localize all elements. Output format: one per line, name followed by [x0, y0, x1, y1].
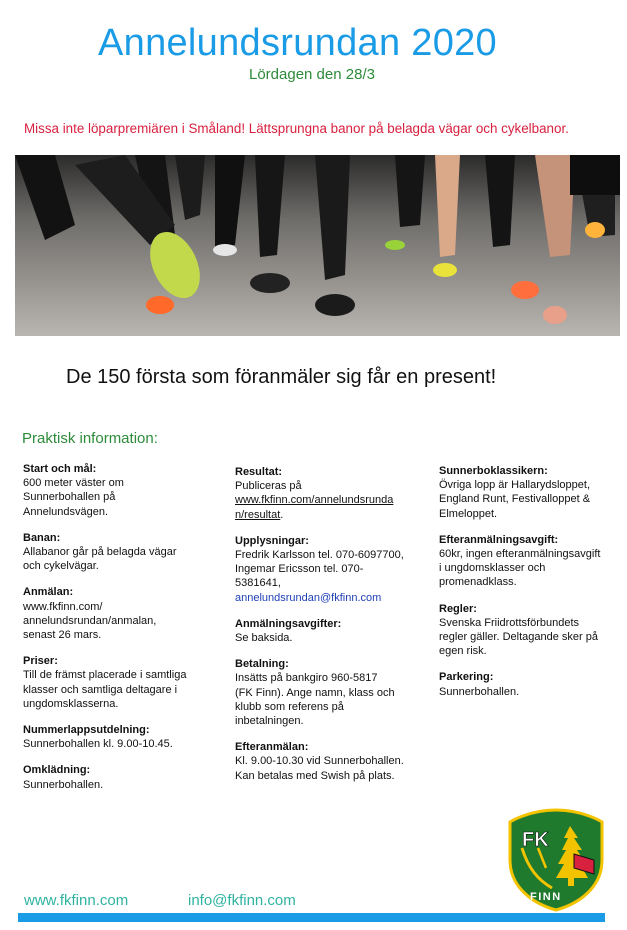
info-text: Till de främst placerade i samtliga klasser och samtliga deltagare i ungdomsklasserna. — [23, 669, 187, 710]
promo-text: De 150 första som föranmäler sig får en present! — [66, 366, 497, 388]
info-heading: Efteranmälningsavgift: — [439, 533, 559, 546]
runners-photo — [15, 155, 620, 336]
info-heading: Start och mål: — [23, 463, 97, 475]
info-text: 600 meter väster om Sunnerbohallen på Annelundsvägen. — [23, 477, 124, 518]
fk-finn-logo — [508, 808, 604, 912]
info-text: Se baksida. — [235, 632, 293, 645]
info-heading: Betalning: — [235, 658, 289, 671]
section-title: Praktisk information: — [22, 430, 158, 447]
tagline: Missa inte löparpremiären i Småland! Lättsprungna banor på belagda vägar och cykelbanor. — [24, 121, 569, 136]
info-start — [23, 462, 213, 519]
info-text: . — [280, 508, 284, 521]
logo-bottom-text: FINN — [530, 891, 562, 903]
info-text: Svenska Friidrottsförbundets regler gäller. Deltagande sker på egen risk. — [439, 616, 598, 658]
info-omkladning — [23, 763, 213, 791]
info-heading: Resultat: — [235, 466, 283, 478]
page-title: Annelundsrundan 2020 — [97, 22, 497, 64]
info-heading: Regler: — [439, 602, 477, 615]
info-heading: Upplysningar: — [235, 534, 309, 547]
info-parkering — [439, 670, 619, 698]
footer-email-link[interactable]: info@fkfinn.com — [188, 892, 296, 909]
info-text: Sunnerbohallen. — [23, 778, 104, 791]
info-upplysningar — [235, 534, 417, 605]
event-date: Lördagen den 28/3 — [249, 66, 375, 83]
info-heading: Parkering: — [439, 671, 494, 684]
info-heading: Banan: — [23, 531, 61, 544]
info-column-1 — [23, 462, 213, 804]
info-heading: Efteranmälan: — [235, 741, 309, 754]
info-anmalan — [23, 585, 213, 642]
footer-bar — [18, 913, 605, 922]
info-text: Övriga lopp är Hallarydsloppet, England Runt, Festivalloppet & Elmeloppet. — [439, 479, 591, 520]
info-sunnerboklassikern — [439, 464, 619, 521]
info-text: Fredrik Karlsson tel. 070-6097700, Ingemar Ericsson tel. 070- 5381641, — [235, 549, 404, 590]
info-priser — [23, 654, 213, 711]
info-heading: Anmälningsavgifter: — [235, 617, 342, 630]
info-regler — [439, 602, 619, 659]
info-text: Insätts på bankgiro 960-5817 (FK Finn). Ange namn, klass och klubb som referens på inbetalningen. — [235, 672, 395, 728]
info-heading: Anmälan: — [23, 586, 74, 599]
results-link[interactable]: www.fkfinn.com/annelundsrunda n/resultat — [235, 494, 394, 521]
info-betalning — [235, 657, 417, 728]
info-text: Publiceras på — [235, 480, 302, 493]
info-text: www.fkfinn.com/ annelundsrundan/anmalan, senast 26 mars. — [23, 600, 157, 642]
info-text: 60kr, ingen efteranmälningsavgift i ungdomsklasser och promenadklass. — [439, 548, 601, 589]
info-text: Kl. 9.00-10.30 vid Sunnerbohallen. Kan betalas med Swish på plats. — [235, 755, 404, 782]
info-efteranmalan — [235, 740, 417, 783]
info-banan — [23, 531, 213, 574]
info-heading: Priser: — [23, 655, 58, 668]
info-text: Sunnerbohallen. — [439, 685, 520, 698]
logo-top-text: FK — [522, 829, 549, 851]
info-resultat — [235, 465, 417, 522]
info-column-2 — [235, 465, 417, 795]
info-heading: Nummerlappsutdelning: — [23, 724, 150, 737]
info-text: Sunnerbohallen kl. 9.00-10.45. — [23, 738, 173, 751]
info-text: Allabanor går på belagda vägar och cykelvägar. — [23, 546, 177, 573]
info-column-3 — [439, 464, 619, 711]
info-efteranmalningsavgift — [439, 533, 619, 590]
info-avgifter — [235, 617, 417, 645]
contact-email-link[interactable]: annelundsrundan@fkfinn.com — [235, 591, 382, 604]
footer-website-link[interactable]: www.fkfinn.com — [24, 892, 129, 909]
info-heading: Sunnerboklassikern: — [439, 465, 548, 477]
info-heading: Omklädning: — [23, 764, 91, 777]
info-nummerlapp — [23, 723, 213, 751]
